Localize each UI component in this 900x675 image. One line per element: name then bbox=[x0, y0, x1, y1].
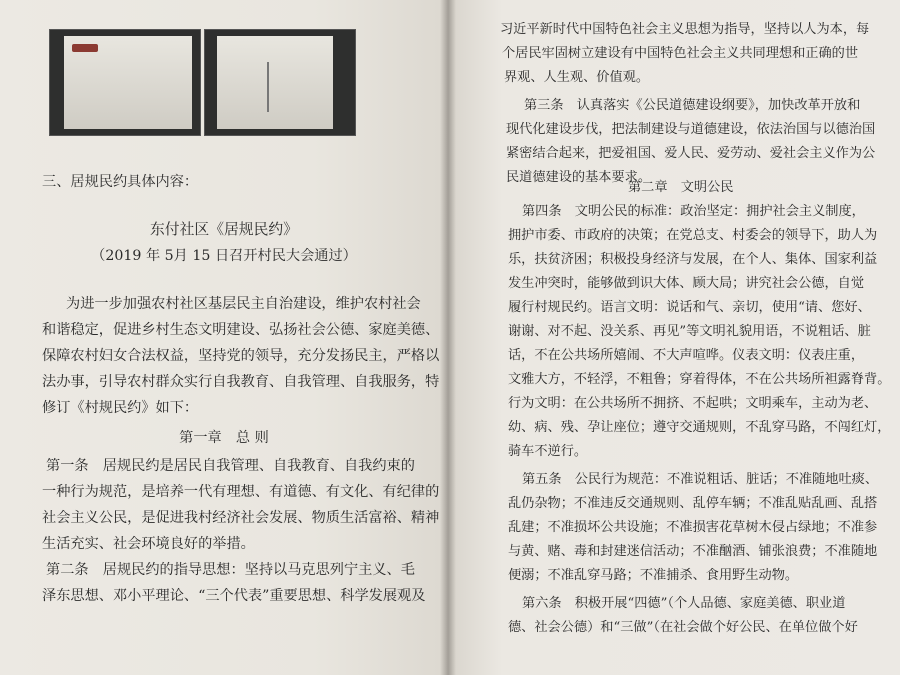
vertical-title-mark bbox=[267, 62, 275, 112]
intro-line: 法办事，引导农村群众实行自我教育、自我管理、自我服务，特 bbox=[42, 374, 440, 390]
article-4-line: 文雅大方，不轻浮，不粗鲁；穿着得体，不在公共场所袒露脊背。 bbox=[508, 372, 891, 387]
right-page bbox=[448, 0, 900, 675]
article-3-line: 现代化建设步伐，把法制建设与道德建设，依法治国与以德治国 bbox=[506, 122, 876, 137]
intro-line: 为进一步加强农村社区基层民主自治建设，维护农村社会 bbox=[66, 296, 421, 312]
section-heading: 三、居规民约具体内容： bbox=[42, 174, 199, 190]
document-sheet bbox=[64, 36, 192, 129]
article-3-line: 紧密结合起来，把爱祖国、爱人民、爱劳动、爱社会主义作为公 bbox=[506, 146, 876, 161]
article-5-line: 乱仍杂物；不准违反交通规则、乱停车辆；不准乱贴乱画、乱搭 bbox=[508, 496, 878, 511]
document-title: 东付社区《居规民约》 bbox=[150, 221, 298, 238]
article-4-line: 话，不在公共场所嬉闹、不大声喧哗。仪表文明：仪表庄重， bbox=[508, 348, 865, 363]
article-3-line: 民道德建设的基本要求。 bbox=[506, 170, 652, 185]
article-5-line: 与黄、赌、毒和封建迷信活动；不准酗酒、铺张浪费；不准随地 bbox=[508, 544, 878, 559]
chapter-2-heading: 第二章 文明公民 bbox=[628, 180, 734, 195]
intro-line: 和谐稳定，促进乡村生态文明建设、弘扬社会公德、家庭美德、 bbox=[42, 322, 440, 338]
article-5-line: 第五条 公民行为规范：不准说粗话、脏话；不准随地吐痰、 bbox=[522, 472, 879, 487]
article-4-line: 骑车不逆行。 bbox=[508, 444, 588, 459]
left-page bbox=[0, 0, 448, 675]
article-1-line: 生活充实、社会环境良好的举措。 bbox=[42, 536, 255, 552]
article-4-line: 第四条 文明公民的标准：政治坚定：拥护社会主义制度， bbox=[522, 204, 865, 219]
logo-icon bbox=[72, 44, 98, 52]
document-photo-2 bbox=[205, 30, 355, 135]
article-1-line: 社会主义公民，是促进我村经济社会发展、物质生活富裕、精神 bbox=[42, 510, 440, 526]
intro-line: 保障农村妇女合法权益，坚持党的领导，充分发扬民主，严格以 bbox=[42, 348, 440, 364]
continuation-line: 个居民牢固树立建设有中国特色社会主义共同理想和正确的世 bbox=[502, 46, 859, 61]
continuation-line: 界观、人生观、价值观。 bbox=[504, 70, 650, 85]
article-5-line: 乱建；不准损坏公共设施；不准损害花草树木侵占绿地；不准参 bbox=[508, 520, 878, 535]
article-4-line: 乐，扶贫济困；积极投身经济与发展，在个人、集体、国家利益 bbox=[508, 252, 878, 267]
article-4-line: 拥护市委、市政府的决策；在党总支、村委会的领导下，助人为 bbox=[508, 228, 878, 243]
article-4-line: 发生冲突时，能够做到识大体、顾大局；讲究社会公德，自觉 bbox=[508, 276, 865, 291]
article-1-line: 第一条 居规民约是居民自我管理、自我教育、自我约束的 bbox=[46, 458, 415, 474]
article-3-line: 第三条 认真落实《公民道德建设纲要》，加快改革开放和 bbox=[524, 98, 861, 113]
article-2-line: 第二条 居规民约的指导思想：坚持以马克思列宁主义、毛 bbox=[46, 562, 415, 578]
article-6-line: 德、社会公德）和“三做”（在社会做个好公民、在单位做个好 bbox=[508, 620, 858, 635]
document-sheet bbox=[217, 36, 333, 129]
article-6-line: 第六条 积极开展“四德”（个人品德、家庭美德、职业道 bbox=[522, 596, 846, 611]
article-4-line: 谢谢、对不起、没关系、再见”等文明礼貌用语，不说粗话、脏 bbox=[508, 324, 871, 339]
chapter-1-heading: 第一章 总 则 bbox=[179, 430, 269, 446]
article-4-line: 幼、病、残、孕让座位；遵守交通规则，不乱穿马路，不闯红灯， bbox=[508, 420, 891, 435]
intro-line: 修订《村规民约》如下： bbox=[42, 400, 199, 416]
continuation-line: 习近平新时代中国特色社会主义思想为指导，坚持以人为本，每 bbox=[500, 22, 870, 37]
article-4-line: 行为文明：在公共场所不拥挤、不起哄；文明乘车，主动为老、 bbox=[508, 396, 878, 411]
article-1-line: 一种行为规范，是培养一代有理想、有道德、有文化、有纪律的 bbox=[42, 484, 440, 500]
article-5-line: 便溺；不准乱穿马路；不准捕杀、食用野生动物。 bbox=[508, 568, 799, 583]
document-date: （2019 年 5月 15 日召开村民大会通过） bbox=[91, 248, 357, 264]
document-photo-1 bbox=[50, 30, 200, 135]
article-2-line: 泽东思想、邓小平理论、“三个代表”重要思想、科学发展观及 bbox=[42, 588, 426, 604]
book-spine-shadow bbox=[440, 0, 456, 675]
article-4-line: 履行村规民约。语言文明：说话和气、亲切，使用“请、您好、 bbox=[508, 300, 871, 315]
